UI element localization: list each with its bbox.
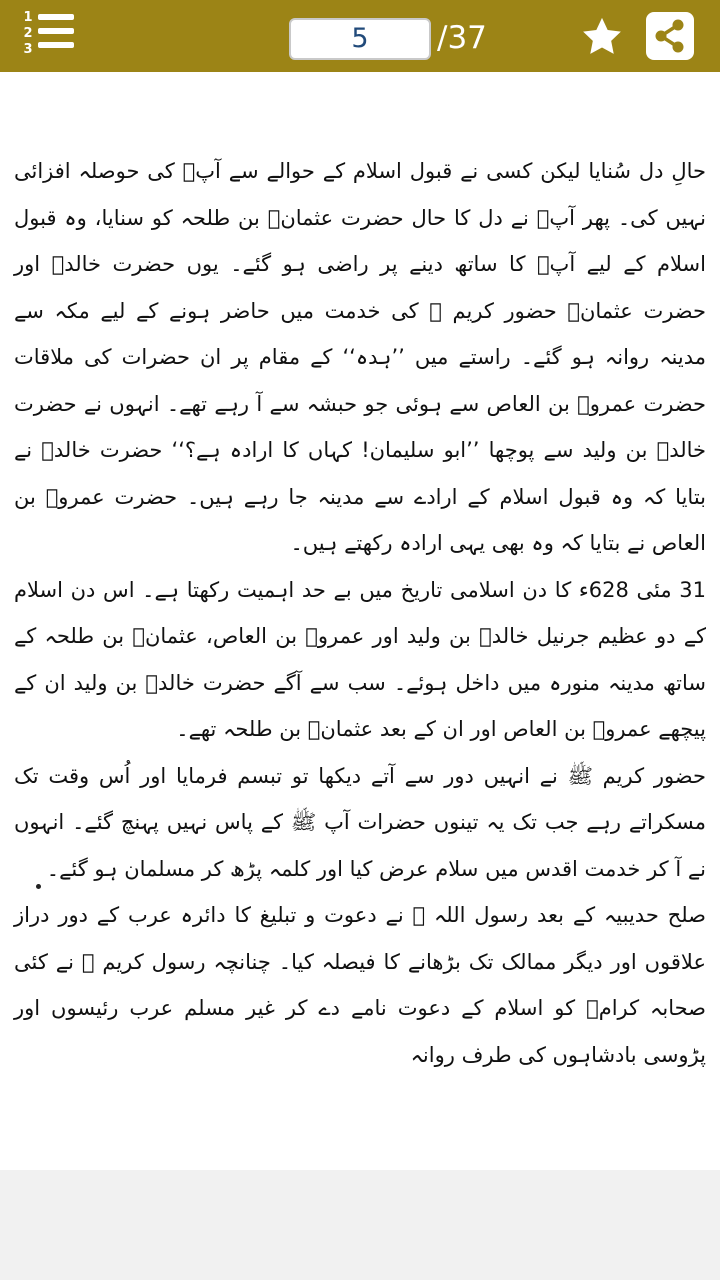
star-icon xyxy=(579,15,625,59)
list-lines-icon xyxy=(38,14,74,56)
page-text xyxy=(14,148,706,1078)
paragraph-4: صلح حدیبیہ کے بعد رسول اللہ ﷺ نے دعوت و تبلیغ کا دائرہ عرب کے دور دراز علاقوں اور دیگر ممالک تک بڑھانے کا فیصلہ کیا۔ چنانچہ رسول کریم ﷺ نے کئی صحابہ کرامؓ کو اسلام کے دعوت نامے دے کر غیر مسلم عرب رئیسوں اور پڑوسی بادشاہوں کی طرف روانہ xyxy=(14,903,706,1067)
total-pages-label: /37 xyxy=(437,20,487,56)
share-icon xyxy=(646,12,694,60)
page-number-input[interactable]: 5 xyxy=(289,18,431,60)
toc-number-2: 2 xyxy=(23,26,33,41)
share-button[interactable] xyxy=(646,12,694,60)
paragraph-2: 31 مئی 628ء کا دن اسلامی تاریخ میں بے حد اہمیت رکھتا ہے۔ اس دن اسلام کے دو عظیم جرنیل خالدؓ بن ولید اور عمروؓ بن العاص، عثمانؓ بن طلحہ کے ساتھ مدینہ منورہ میں داخل ہوئے۔ سب سے آگے حضرت خالدؓ بن ولید ان کے پیچھے عمروؓ بن العاص اور ان کے بعد عثمانؓ بن طلحہ تھے۔ xyxy=(14,577,706,741)
stray-dot xyxy=(36,884,41,889)
paragraph-1: حالِ دل سُنایا لیکن کسی نے قبول اسلام کے حوالے سے آپؐ کی حوصلہ افزائی نہیں کی۔ پھر آپؐ نے دل کا حال حضرت عثمانؓ بن طلحہ کو سنایا، وہ قبول اسلام کے لیے آپؐ کا ساتھ دینے پر راضی ہو گئے۔ یوں حضرت خالدؓ اور حضرت عثمانؓ حضور کریم ﷺ کی خدمت میں حاضر ہونے کے لیے مکہ سے مدینہ روانہ ہو گئے۔ راستے میں ’’ہدہ‘‘ کے مقام پر ان حضرات کی ملاقات حضرت عمروؓ بن العاص سے ہوئی جو حبشہ سے آ رہے تھے۔ انہوں نے حضرت خالدؓ بن ولید سے پوچھا ’’ابو سلیمان! کہاں کا ارادہ ہے؟‘‘ حضرت خالدؓ نے بتایا کہ وہ قبول اسلام کے ارادے سے مدینہ جا رہے ہیں۔ حضرت عمروؓ بن العاص نے بتایا کہ وہ بھی یہی ارادہ رکھتے ہیں۔ xyxy=(14,159,706,555)
toc-number-3: 3 xyxy=(23,42,33,57)
book-page[interactable] xyxy=(0,72,720,1170)
table-of-contents-button[interactable] xyxy=(18,10,76,62)
favorite-button[interactable] xyxy=(579,15,625,59)
top-toolbar xyxy=(0,0,720,72)
numbered-list-icon xyxy=(20,10,36,58)
paragraph-3: حضور کریم ﷺ نے انہیں دور سے آتے دیکھا تو تبسم فرمایا اور اُس وقت تک مسکراتے رہے جب تک یہ تینوں حضرات آپ ﷺ کے پاس نہیں پہنچ گئے۔ انہوں نے آ کر خدمت اقدس میں سلام عرض کیا اور کلمہ پڑھ کر مسلمان ہو گئے۔ xyxy=(14,763,706,881)
toc-number-1: 1 xyxy=(23,10,33,25)
